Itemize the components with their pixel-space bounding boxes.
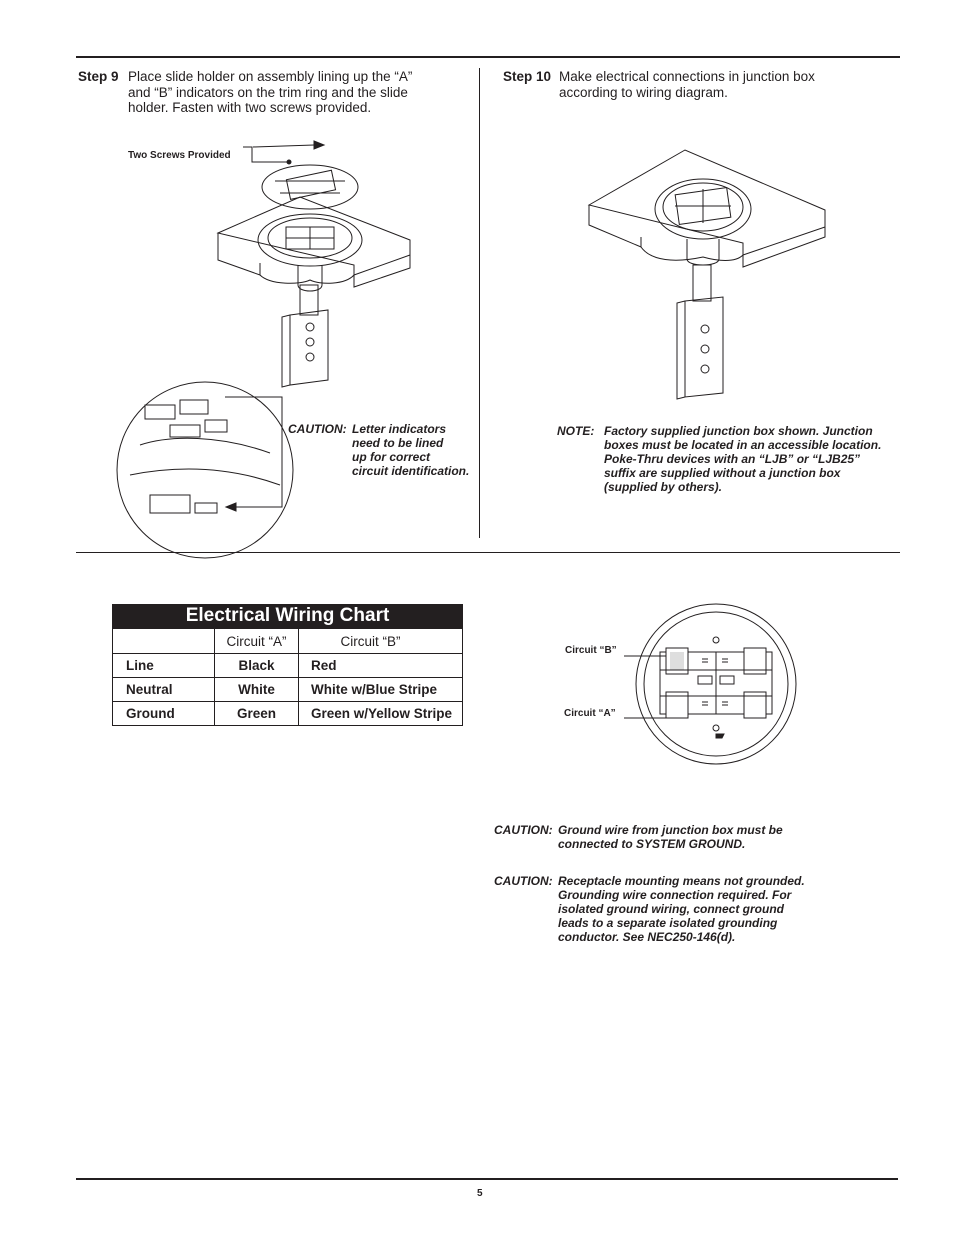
grounding-caution	[494, 874, 844, 946]
step-9-caution	[288, 422, 478, 482]
step-10	[503, 69, 893, 103]
receptacle-circuit-diagram	[620, 604, 805, 766]
bottom-rule	[76, 1178, 898, 1180]
circuit-a-label: Circuit “A”	[564, 708, 616, 719]
note-text: Factory supplied junction box shown. Junction boxes must be located in an accessible location. Poke-Thru devices with an “LJB” or “LJB25” suffix are supplied without a junction box (supplied by others).	[604, 424, 882, 494]
table-cell: Green w/Yellow Stripe	[299, 702, 463, 726]
table-cell: Black	[215, 654, 299, 678]
table-cell: Neutral	[113, 678, 215, 702]
step-9-text: Place slide holder on assembly lining up the “A” and “B” indicators on the trim ring and the slide holder. Fasten with two screws provided.	[128, 69, 413, 115]
step-10-junction-box-illustration	[585, 145, 830, 405]
two-screws-label: Two Screws Provided	[128, 150, 231, 161]
step-10-number: Step 10	[503, 69, 552, 84]
caution-text: Ground wire from junction box must be connected to SYSTEM GROUND.	[558, 823, 783, 851]
table-cell: Red	[299, 654, 463, 678]
table-row	[113, 654, 463, 678]
caution-text: Receptacle mounting means not grounded. Grounding wire connection required. For isolated ground wiring, connect ground leads to a separate isolated grounding conductor. See NEC250-146(d).	[558, 874, 805, 944]
table-cell: Line	[113, 654, 215, 678]
ground-wire-caution	[494, 823, 834, 853]
wiring-chart-title: Electrical Wiring Chart	[112, 604, 463, 628]
step-9	[78, 69, 468, 119]
table-row	[113, 702, 463, 726]
caution-label: CAUTION:	[288, 422, 347, 436]
caution-text: Letter indicators need to be lined up for correct circuit identification.	[352, 422, 470, 478]
table-row	[113, 678, 463, 702]
wiring-chart-table	[112, 628, 463, 726]
caution-label: CAUTION:	[494, 823, 553, 837]
top-rule	[76, 56, 900, 58]
table-header-cell: Circuit “A”	[215, 629, 299, 654]
table-header-row	[113, 629, 463, 654]
step-9-assembly-illustration	[110, 135, 480, 545]
table-cell: White w/Blue Stripe	[299, 678, 463, 702]
table-cell: Ground	[113, 702, 215, 726]
table-header-cell: Circuit “B”	[299, 629, 463, 654]
middle-rule	[76, 552, 900, 553]
step-10-note	[557, 424, 897, 496]
circuit-b-label: Circuit “B”	[565, 645, 617, 656]
note-label: NOTE:	[557, 424, 595, 438]
step-10-text: Make electrical connections in junction box according to wiring diagram.	[559, 69, 815, 100]
step-9-number: Step 9	[78, 69, 119, 84]
table-header-cell	[113, 629, 215, 654]
table-cell: Green	[215, 702, 299, 726]
page-number: 5	[477, 1188, 483, 1199]
caution-label: CAUTION:	[494, 874, 553, 888]
table-cell: White	[215, 678, 299, 702]
